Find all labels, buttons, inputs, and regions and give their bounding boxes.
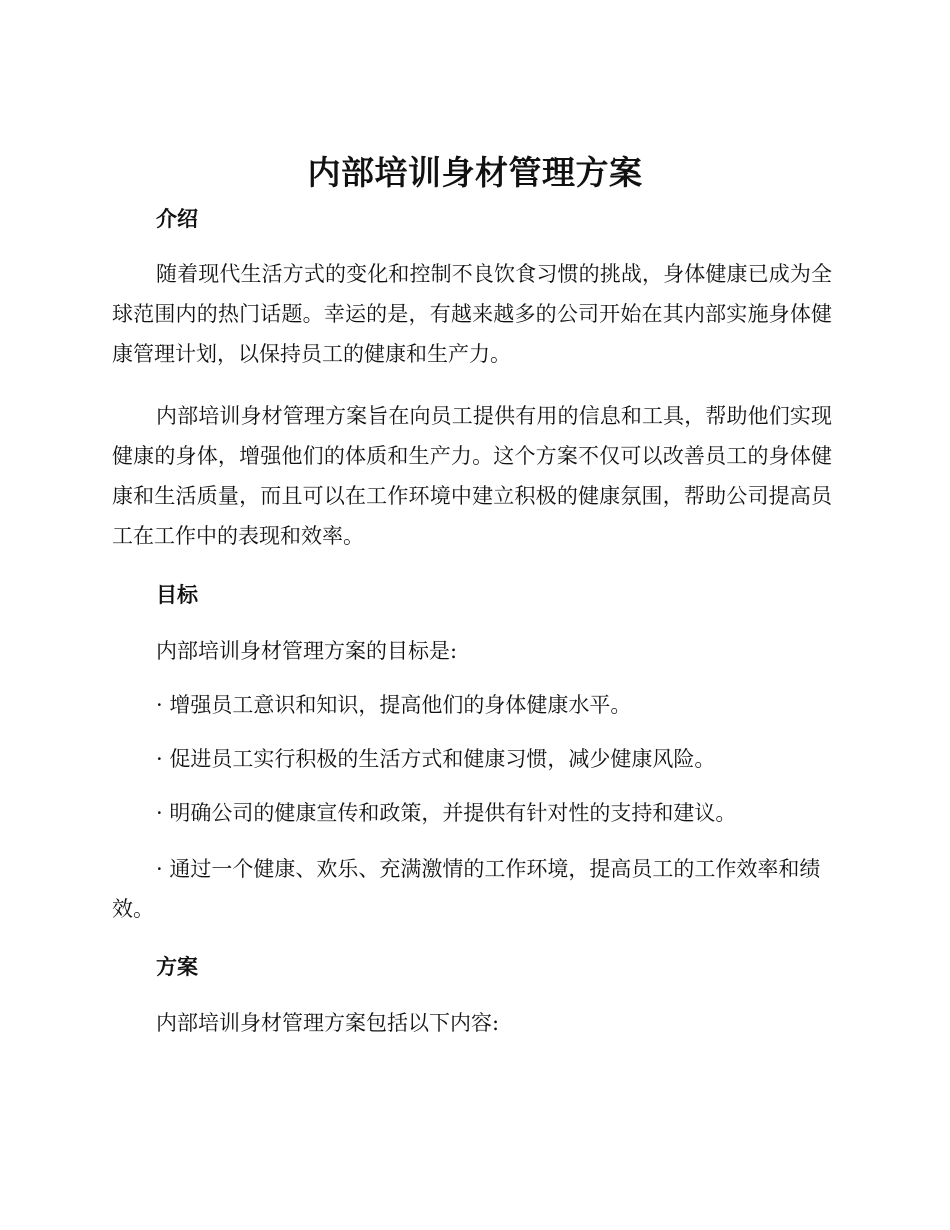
goals-list-item-text: 增强员工意识和知识，提高他们的身体健康水平。 [169,693,632,717]
goals-list-item-text: 促进员工实行积极的生活方式和健康习惯，减少健康风险。 [169,747,716,771]
goals-list-item [156,690,631,720]
goals-list-item [112,849,832,929]
goals-list-item-text: 通过一个健康、欢乐、充满激情的工作环境，提高员工的工作效率和绩效。 [112,857,821,921]
plan-lead-text: 内部培训身材管理方案包括以下内容: [156,1011,500,1035]
goals-list-item [156,744,715,774]
bullet-marker: · [156,801,163,825]
document-title: 内部培训身材管理方案 [307,153,643,192]
intro-paragraph-2: 内部培训身材管理方案旨在向员工提供有用的信息和工具，帮助他们实现健康的身体，增强他们的体质和生产力。这个方案不仅可以改善员工的身体健康和生活质量，而且可以在工作环境中建立积极的健康氛围，帮助公司提高员工在工作中的表现和效率。 [112,404,832,548]
bullet-marker: · [156,693,163,717]
section-heading-goals: 目标 [156,583,198,607]
section-heading-intro: 介绍 [156,207,198,231]
bullet-marker: · [156,747,163,771]
goals-list-item [156,798,736,828]
bullet-marker: · [156,857,163,881]
goals-lead-text: 内部培训身材管理方案的目标是: [156,639,458,663]
section-heading-plan: 方案 [156,955,198,979]
goals-list-item-text: 明确公司的健康宣传和政策，并提供有针对性的支持和建议。 [169,801,737,825]
intro-paragraph-1: 随着现代生活方式的变化和控制不良饮食习惯的挑战，身体健康已成为全球范围内的热门话题。幸运的是，有越来越多的公司开始在其内部实施身体健康管理计划，以保持员工的健康和生产力。 [112,262,832,366]
